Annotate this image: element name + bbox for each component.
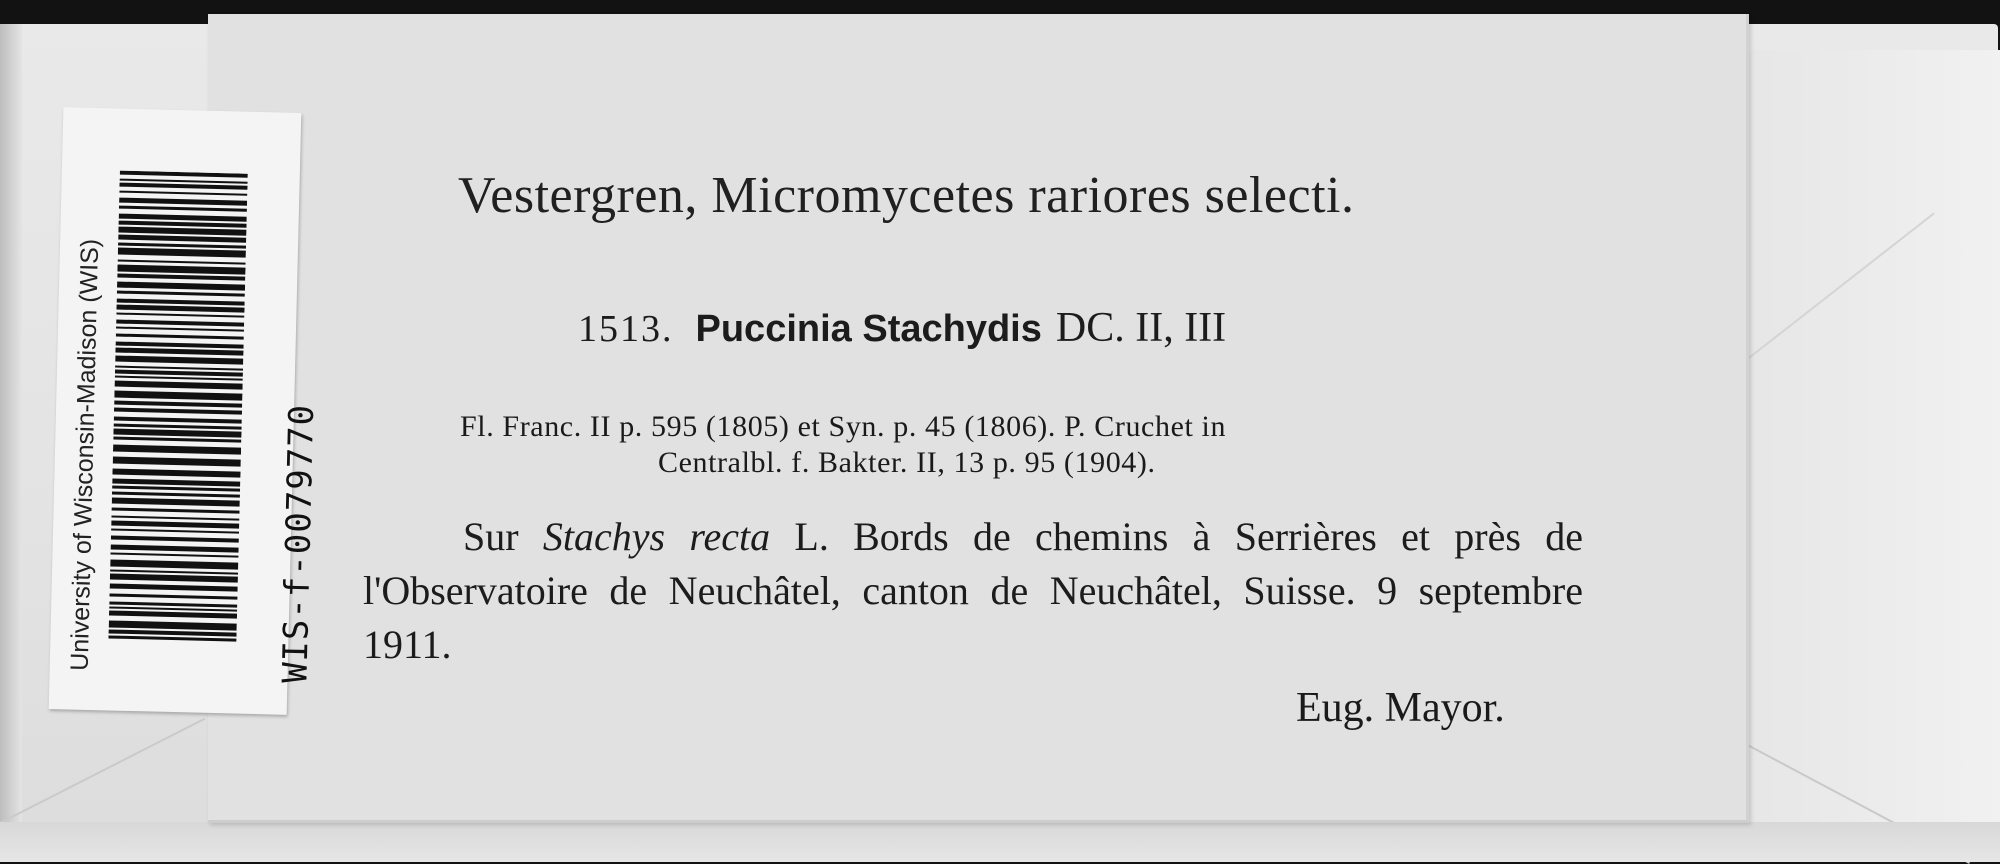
locality-details: L. Bords de chemins à Serrières et près de l'Observatoire de Neuchâtel, canton de Neuchâtel, Suisse. 9 septembre 1911.: [363, 514, 1584, 667]
locality-text: [363, 510, 1583, 672]
collector-name: Eug. Mayor.: [1296, 685, 1505, 731]
barcode: [108, 171, 247, 644]
institution-label: University of Wisconsin-Madison (WIS): [65, 238, 105, 672]
species-name: Puccinia Stachydis: [695, 308, 1042, 350]
exsiccata-title: Vestergren, Micromycetes rariores selecti.: [458, 167, 1355, 224]
printed-label: [208, 14, 1749, 823]
species-authority: DC. II, III: [1055, 305, 1227, 351]
reference-line-1: Fl. Franc. II p. 595 (1805) et Syn. p. 45 (1806). P. Cruchet in: [460, 410, 1227, 443]
packet-bottom: [0, 822, 2000, 862]
locality-prefix: Sur: [463, 514, 543, 559]
host-name: Stachys recta: [542, 514, 771, 559]
barcode-sticker: [49, 107, 323, 715]
exsiccata-number: 1513.: [578, 308, 674, 350]
catalog-number: WIS-f-0079770: [275, 403, 323, 684]
reference-line-2: Centralbl. f. Bakter. II, 13 p. 95 (1904).: [658, 446, 1156, 479]
packet-flap: [1738, 50, 2000, 862]
species-line: [578, 304, 1226, 352]
packet-edge: [0, 24, 22, 844]
